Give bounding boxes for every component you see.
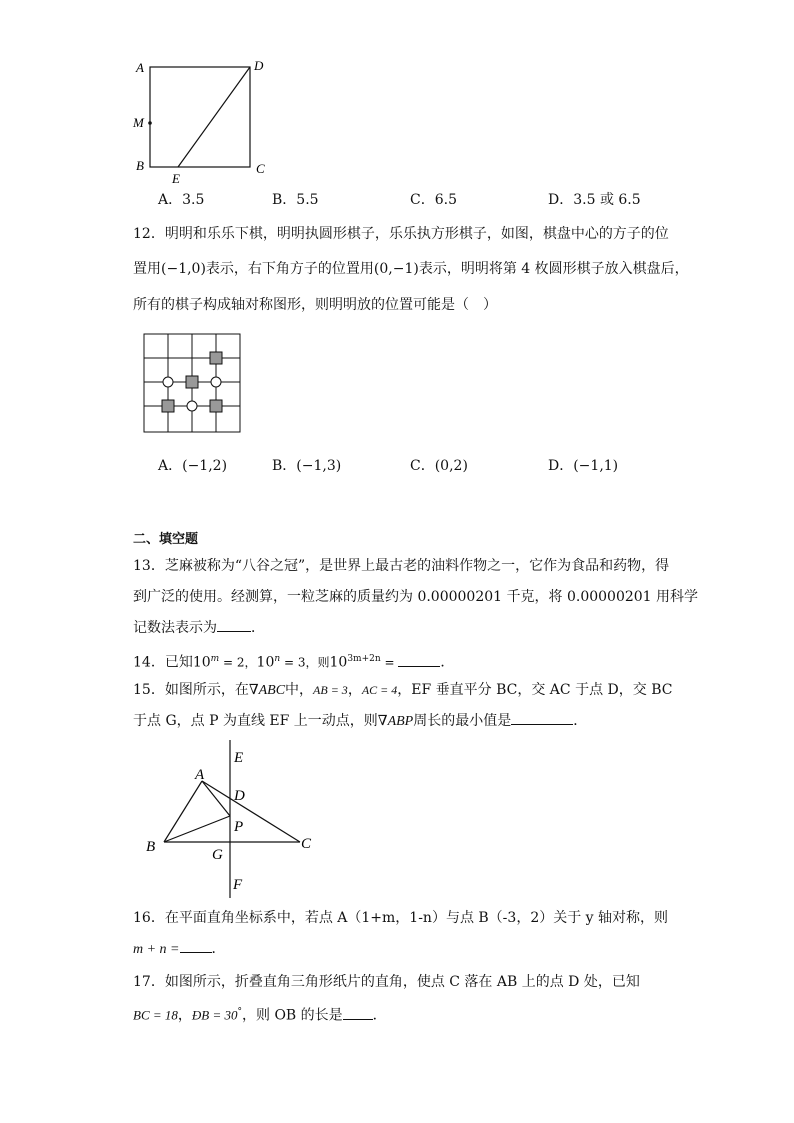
q14-n-exp: n bbox=[274, 654, 281, 664]
q15-line-2 bbox=[133, 711, 587, 732]
q12-option-d: D．(−1,1) bbox=[548, 458, 619, 474]
q13-line-1: 13．芝麻被称为“八谷之冠”，是世界上最古老的油料作物之一，它作为食品和药物，得 bbox=[133, 558, 670, 574]
q15-line-1 bbox=[133, 680, 672, 701]
label-d: D bbox=[234, 788, 245, 804]
label-p: P bbox=[234, 819, 244, 835]
segment-ac bbox=[202, 781, 300, 842]
label-c: C bbox=[301, 836, 312, 852]
q15-text-e: 周长的最小值是 bbox=[413, 713, 512, 729]
square-piece bbox=[162, 400, 174, 412]
q15-triangle-abc: ∇ABC bbox=[248, 683, 286, 698]
q11-option-a: A．3.5 bbox=[158, 192, 205, 208]
q14-m-base: 10 bbox=[192, 654, 211, 671]
round-piece bbox=[187, 401, 197, 411]
q14-target-base: 10 bbox=[329, 654, 348, 671]
answer-blank bbox=[180, 940, 212, 953]
q16-line-1: 16．在平面直角坐标系中，若点 A（1+m，1-n）与点 B（-3，2）关于 y 轴对称，则 bbox=[133, 910, 669, 926]
round-piece bbox=[163, 377, 173, 387]
label-m: M bbox=[133, 115, 144, 130]
q15-text-c: ，EF 垂直平分 BC，交 AC 于点 D，交 BC bbox=[397, 682, 673, 698]
q15-sep: ， bbox=[347, 682, 362, 698]
point-m bbox=[148, 121, 152, 125]
segment-bp bbox=[164, 816, 230, 842]
q14-line bbox=[133, 649, 454, 673]
answer-blank bbox=[398, 654, 440, 667]
label-b: B bbox=[136, 158, 144, 173]
label-a: A bbox=[136, 60, 144, 75]
q12-option-b: B．(−1,3) bbox=[272, 458, 342, 474]
q14-m-val: = 2， bbox=[219, 655, 257, 670]
label-c: C bbox=[256, 161, 265, 176]
q15-ab: AB = 3 bbox=[313, 683, 348, 697]
segment-de bbox=[178, 67, 250, 167]
q15-ac: AC = 4 bbox=[361, 683, 398, 697]
segment-ap bbox=[202, 781, 230, 816]
answer-blank bbox=[511, 712, 573, 725]
label-g: G bbox=[212, 847, 223, 863]
q11-option-b: B．5.5 bbox=[272, 192, 319, 208]
q13-line-2: 到广泛的使用。经测算，一粒芝麻的质量约为 0.00000201 千克，将 0.00000201 用科学 bbox=[133, 589, 699, 605]
square-piece bbox=[210, 400, 222, 412]
square-piece bbox=[186, 376, 198, 388]
q12-line-2: 置用(−1,0)表示，右下角方子的位置用(0,−1)表示，明明将第 4 枚圆形棋子放入棋盘后， bbox=[133, 261, 689, 277]
answer-blank bbox=[343, 1007, 373, 1020]
q11-option-d: D．3.5 或 6.5 bbox=[548, 192, 641, 208]
q14-n-base: 10 bbox=[256, 654, 275, 671]
q14-m-exp: m bbox=[210, 654, 220, 664]
q13-line-3-text: 记数法表示为 bbox=[133, 620, 217, 636]
q17-angle-b: ÐB = 30 bbox=[191, 1007, 238, 1023]
q12-chessboard-figure bbox=[140, 330, 246, 436]
q16-end: ． bbox=[211, 941, 226, 957]
q11-option-c: C．6.5 bbox=[410, 192, 457, 208]
round-piece bbox=[211, 377, 221, 387]
q14-end: ． bbox=[440, 654, 455, 671]
q12-option-c: C．(0,2) bbox=[410, 458, 468, 474]
q17-degree: ° bbox=[237, 1007, 242, 1017]
q15-end: ． bbox=[573, 713, 588, 729]
label-e: E bbox=[234, 750, 244, 766]
q14-eq: = bbox=[380, 655, 399, 670]
label-a: A bbox=[195, 767, 205, 783]
q17-line-2 bbox=[133, 1002, 387, 1026]
section-heading: 二、填空题 bbox=[133, 532, 199, 547]
q13-line-3 bbox=[133, 618, 265, 638]
segment-ab bbox=[164, 781, 202, 842]
q14-prefix: 14．已知 bbox=[133, 654, 193, 671]
q15-text-a: 15．如图所示，在 bbox=[133, 682, 249, 698]
label-d: D bbox=[254, 58, 264, 73]
label-b: B bbox=[146, 839, 156, 855]
q15-triangle-abp: ∇ABP bbox=[377, 714, 414, 729]
q16-expression: m + n = bbox=[133, 942, 180, 957]
q15-triangle-figure bbox=[140, 738, 330, 900]
q11-square-figure bbox=[130, 56, 280, 186]
q17-end: ． bbox=[372, 1007, 387, 1024]
q17-bc: BC = 18 bbox=[133, 1007, 178, 1023]
q17-sep: ， bbox=[177, 1007, 192, 1024]
q15-text-d: 于点 G，点 P 为直线 EF 上一动点，则 bbox=[133, 713, 378, 729]
answer-blank bbox=[217, 619, 251, 632]
q13-line-3-end: ． bbox=[251, 620, 265, 636]
q12-line-1: 12．明明和乐乐下棋，明明执圆形棋子，乐乐执方形棋子，如图，棋盘中心的方子的位 bbox=[133, 226, 669, 242]
q12-line-3: 所有的棋子构成轴对称图形，则明明放的位置可能是（ ） bbox=[133, 297, 497, 313]
q16-line-2 bbox=[133, 939, 226, 960]
square-piece bbox=[210, 352, 222, 364]
q12-option-a: A．(−1,2) bbox=[158, 458, 228, 474]
q14-target-exp: 3m+2n bbox=[347, 654, 381, 664]
q15-text-b: 中， bbox=[285, 682, 314, 698]
q17-line-1: 17．如图所示，折叠直角三角形纸片的直角，使点 C 落在 AB 上的点 D 处，已知 bbox=[133, 974, 640, 990]
square-abcd bbox=[150, 67, 250, 167]
label-e: E bbox=[172, 171, 180, 186]
q17-text: ，则 OB 的长是 bbox=[242, 1007, 343, 1024]
q14-n-val: = 3，则 bbox=[280, 655, 330, 670]
label-f: F bbox=[233, 877, 243, 893]
